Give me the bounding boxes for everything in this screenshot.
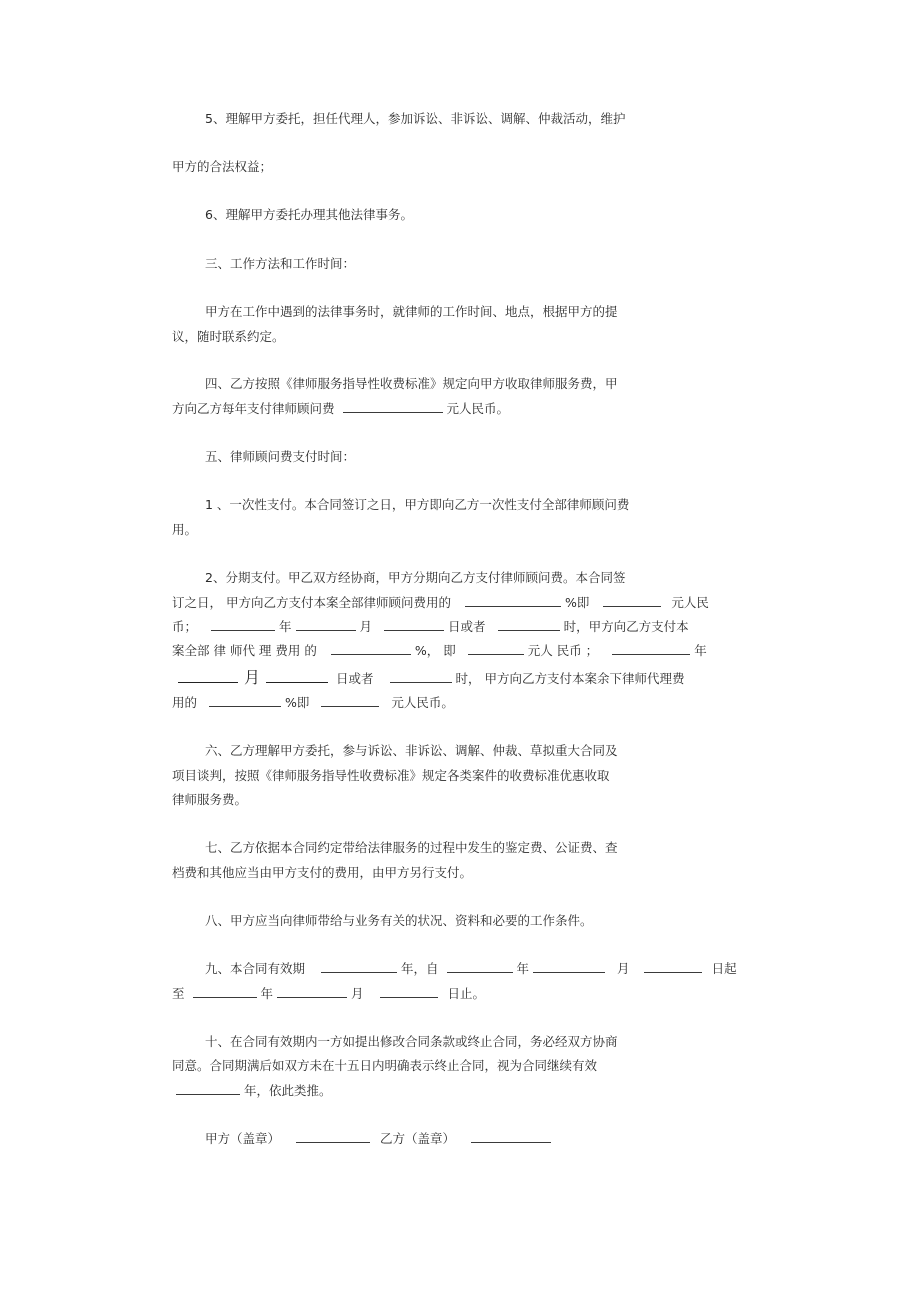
payment-2-line-3: 币； 年 月 日或者 时，甲方向乙方支付本 (172, 619, 689, 634)
section-9-line-2: 至 年 月 日止。 (172, 986, 486, 1001)
section-10-line-2: 同意。合同期满后如双方未在十五日内明确表示终止合同，视为合同继续有效 (172, 1058, 598, 1073)
item-5-line-2: 甲方的合法权益； (172, 159, 273, 174)
payment-1-line-1: 1 、一次性支付。本合同签订之日，甲方即向乙方一次性支付全部律师顾问费 (205, 497, 630, 512)
section-6-line-3: 律师服务费。 (172, 792, 248, 807)
party-b-seal-blank (471, 1130, 551, 1143)
percent-blank (465, 594, 561, 607)
section-6-line-2: 项目谈判，按照《律师服务指导性收费标准》规定各类案件的收费标准优惠收取 (172, 768, 610, 783)
payment-2-line-2: 订之日， 甲方向乙方支付本案全部律师顾问费用的 %即 元人民 (172, 595, 709, 610)
item-6: 6、理解甲方委托办理其他法律事务。 (205, 207, 413, 222)
section-7-line-2: 档费和其他应当由甲方支付的费用，由甲方另行支付。 (172, 865, 473, 880)
section-3-title: 三、工作方法和工作时间： (205, 256, 356, 271)
section-4-line-1: 四、乙方按照《律师服务指导性收费标准》规定向甲方收取律师服务费，甲 (205, 376, 618, 391)
signature-line (205, 1130, 555, 1148)
party-a-seal-blank (296, 1130, 370, 1143)
section-8: 八、甲方应当向律师带给与业务有关的状况、资料和必要的工作条件。 (205, 913, 593, 928)
payment-2-line-4: 案全部 律 师代 理 费用 的 %， 即 元人 民币 ； 年 (172, 643, 707, 658)
payment-1-line-2: 用。 (172, 522, 198, 537)
section-4-line-2: 方向乙方每年支付律师顾问费 元人民币。 (172, 401, 510, 416)
party-a-seal-label: 甲方（盖章） (205, 1131, 281, 1146)
section-7-line-1: 七、乙方依据本合同约定带给法律服务的过程中发生的鉴定费、公证费、查 (205, 840, 618, 855)
payment-2-line-1: 2、分期支付。甲乙双方经协商，甲方分期向乙方支付律师顾问费。本合同签 (205, 570, 626, 585)
item-5-line-1: 5、理解甲方委托，担任代理人，参加诉讼、非诉讼、调解、仲裁活动，维护 (205, 111, 626, 126)
section-3-line-2: 议，随时联系约定。 (172, 329, 285, 344)
fee-blank (343, 400, 443, 413)
section-9-line-1: 九、本合同有效期 年，自 年 月 日起 (205, 961, 737, 976)
section-10-line-1: 十、在合同有效期内一方如提出修改合同条款或终止合同，务必经双方协商 (205, 1034, 618, 1049)
amount-blank (603, 594, 661, 607)
section-5-title: 五、律师顾问费支付时间： (205, 449, 356, 464)
section-6-line-1: 六、乙方理解甲方委托，参与诉讼、非诉讼、调解、仲裁、草拟重大合同及 (205, 743, 618, 758)
payment-2-line-5: 月 日或者 时， 甲方向乙方支付本案余下律师代理费 (178, 667, 685, 689)
party-b-seal-label: 乙方（盖章） (380, 1131, 456, 1146)
payment-2-line-6: 用的 %即 元人民币。 (172, 695, 454, 710)
section-3-line-1: 甲方在工作中遇到的法律事务时，就律师的工作时间、地点，根据甲方的提 (205, 304, 618, 319)
section-10-line-3: 年，依此类推。 (172, 1082, 332, 1100)
